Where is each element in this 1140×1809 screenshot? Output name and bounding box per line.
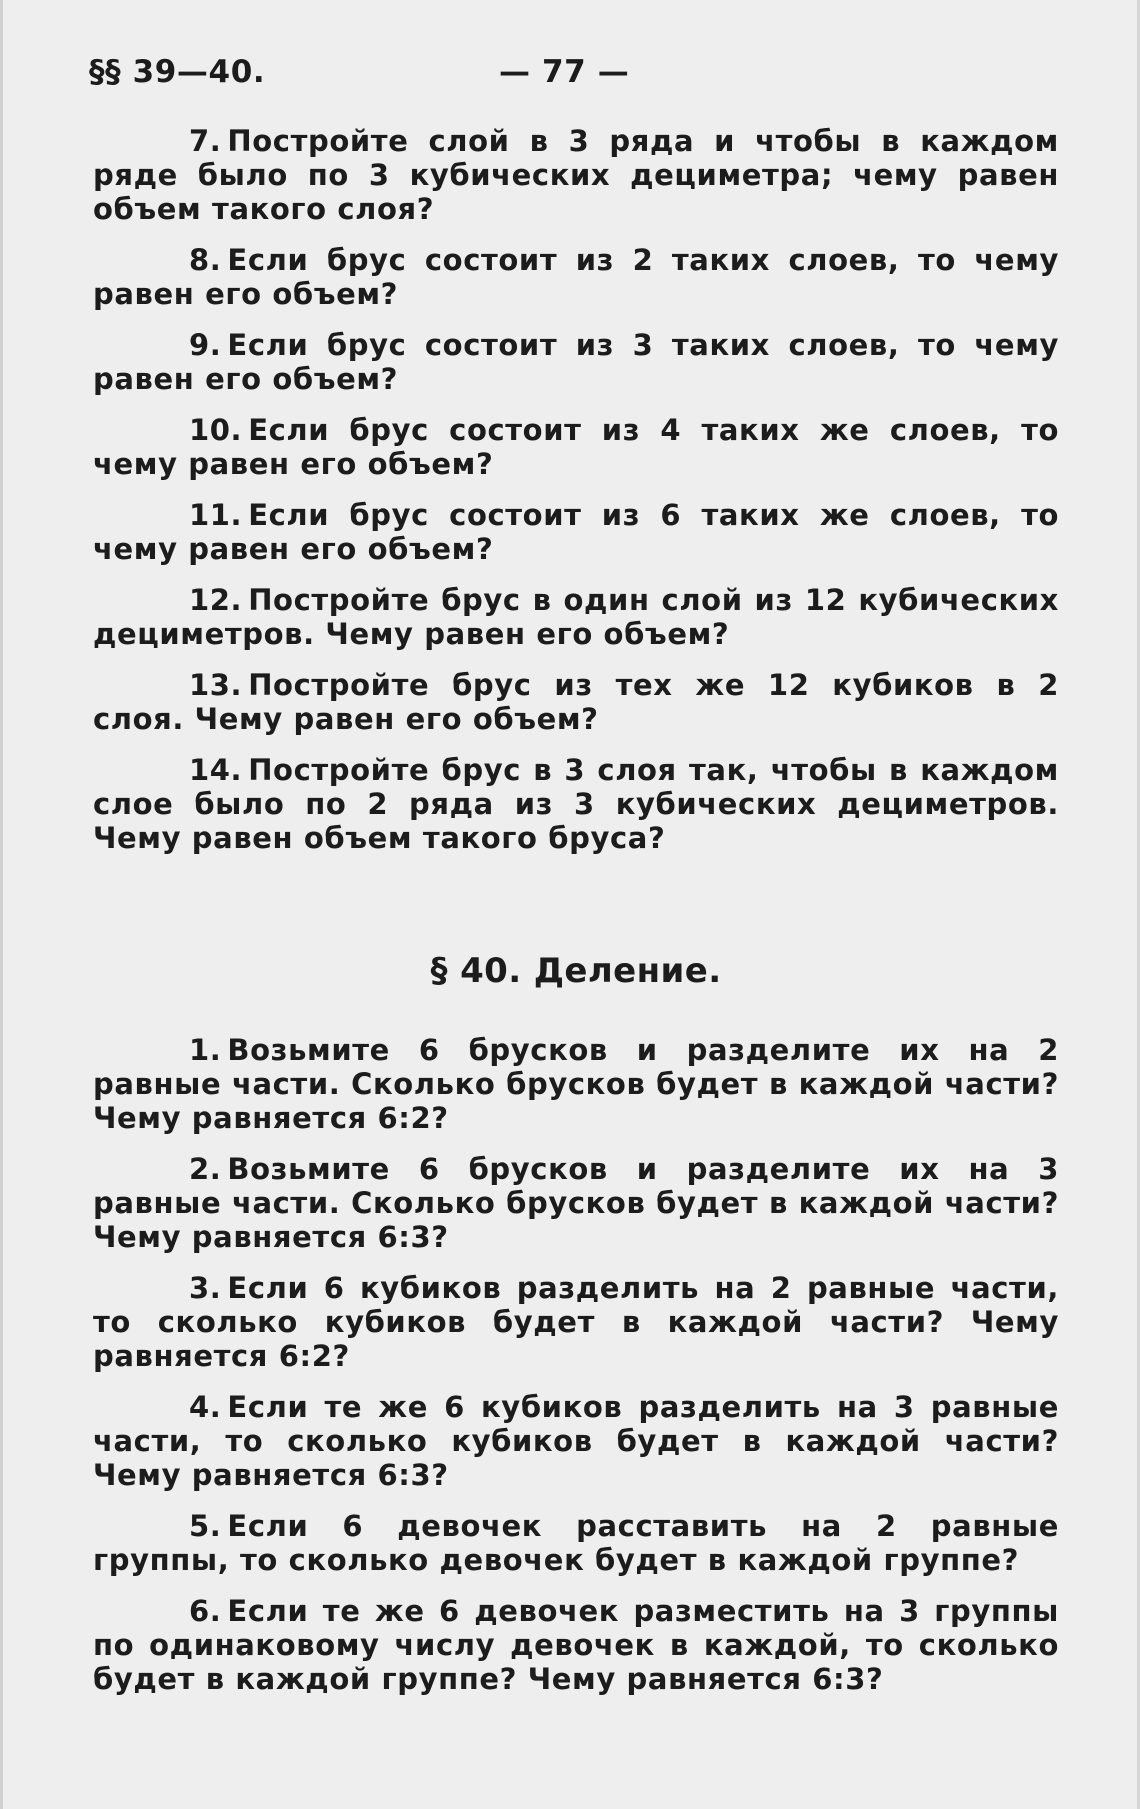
problem-11 [93, 498, 1059, 566]
section-title: § 40. Деление. [430, 951, 722, 991]
problem-9 [93, 328, 1059, 396]
problem-number: 12. [189, 583, 243, 617]
problem-text: Если 6 девочек расставить на 2 равные группы, то сколько девочек будет в каждой группе? [93, 1509, 1059, 1577]
problem-number: 6. [189, 1594, 222, 1628]
problem-text: Если те же 6 кубиков разделить на 3 равные части, то сколько кубиков будет в каждой части? Чему равняется 6:3? [93, 1390, 1059, 1492]
problem-12 [93, 583, 1059, 651]
problem-14 [93, 753, 1059, 855]
problem-number: 8. [189, 243, 222, 277]
problem-text: Возьмите 6 брусков и разделите их на 2 равные части. Сколько брусков будет в каждой части? Чему равняется 6:2? [93, 1033, 1059, 1135]
problem-text: Возьмите 6 брусков и разделите их на 3 равные части. Сколько брусков будет в каждой части? Чему равняется 6:3? [93, 1152, 1059, 1254]
problem-text: Если брус состоит из 6 таких же слоев, то чему равен его объем? [93, 498, 1059, 566]
problem-13 [93, 668, 1059, 736]
problem-number: 2. [189, 1152, 222, 1186]
division-problem-4 [93, 1390, 1059, 1492]
page-body [93, 124, 1059, 1713]
problem-text: Постройте слой в 3 ряда и чтобы в каждом ряде было по 3 кубических дециметра; чему равен объем такого слоя? [93, 124, 1059, 226]
problem-7 [93, 124, 1059, 226]
problem-number: 9. [189, 328, 222, 362]
problem-text: Если брус состоит из 3 таких слоев, то чему равен его объем? [93, 328, 1059, 396]
problem-text: Если 6 кубиков разделить на 2 равные части, то сколько кубиков будет в каждой части? Чему равняется 6:2? [93, 1271, 1059, 1373]
division-problem-1 [93, 1033, 1059, 1135]
section-range: §§ 39—40. [89, 54, 266, 90]
problem-number: 11. [189, 498, 243, 532]
problem-number: 1. [189, 1033, 222, 1067]
problem-number: 13. [189, 668, 243, 702]
division-problem-3 [93, 1271, 1059, 1373]
problem-text: Постройте брус в один слой из 12 кубических дециметров. Чему равен его объем? [93, 583, 1059, 651]
problem-text: Постройте брус в 3 слоя так, чтобы в каждом слое было по 2 ряда из 3 кубических дециметров. Чему равен объем такого бруса? [93, 753, 1059, 855]
problem-number: 3. [189, 1271, 222, 1305]
page-header [89, 54, 1059, 100]
page-number: — 77 — [499, 54, 630, 90]
problem-10 [93, 413, 1059, 481]
problem-number: 4. [189, 1390, 222, 1424]
problem-number: 10. [189, 413, 243, 447]
problem-number: 14. [189, 753, 243, 787]
division-problem-2 [93, 1152, 1059, 1254]
problem-text: Если брус состоит из 4 таких же слоев, то чему равен его объем? [93, 413, 1059, 481]
problem-8 [93, 243, 1059, 311]
problem-text: Постройте брус из тех же 12 кубиков в 2 слоя. Чему равен его объем? [93, 668, 1059, 736]
problem-text: Если те же 6 девочек разместить на 3 группы по одинаковому числу девочек в каждой, то сколько будет в каждой группе? Чему равняется 6:3? [93, 1594, 1059, 1696]
division-problem-5 [93, 1509, 1059, 1577]
division-problem-6 [93, 1594, 1059, 1696]
problem-text: Если брус состоит из 2 таких слоев, то чему равен его объем? [93, 243, 1059, 311]
problem-number: 7. [189, 124, 222, 158]
problem-number: 5. [189, 1509, 222, 1543]
